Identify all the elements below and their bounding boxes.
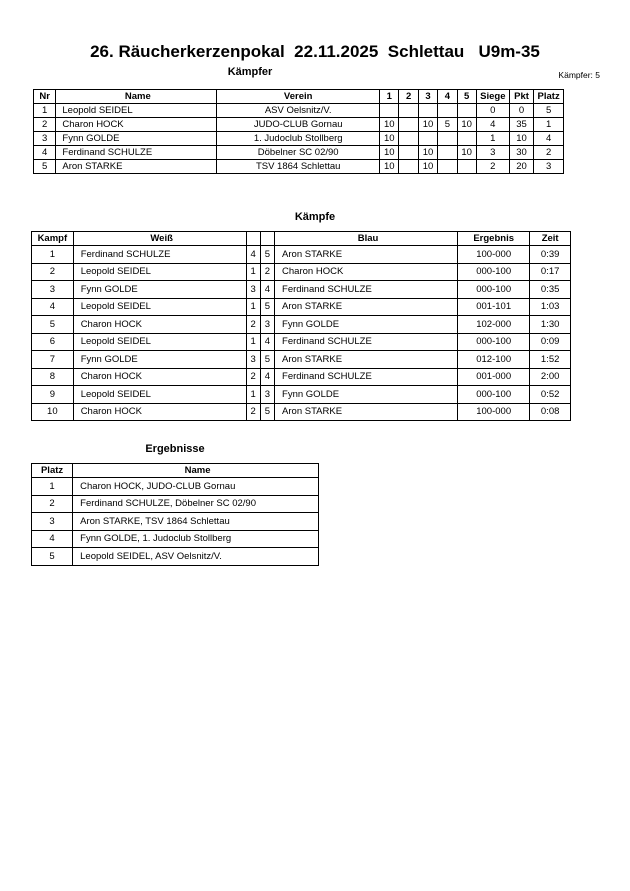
kaempfer-count: Kämpfer: 5	[558, 70, 600, 80]
cell-kampf: 3	[32, 281, 74, 299]
kaempfer-table	[33, 89, 564, 174]
column-header-zeit: Zeit	[530, 232, 571, 246]
cell-score-blau: 3	[260, 316, 274, 334]
cell-round-3: 10	[418, 160, 437, 174]
cell-siege: 0	[476, 104, 509, 118]
cell-round-4	[438, 146, 457, 160]
cell-kampf: 8	[32, 368, 74, 386]
cell-verein: Döbelner SC 02/90	[217, 146, 380, 160]
cell-name: Fynn GOLDE	[56, 132, 217, 146]
column-header-round-3: 3	[418, 90, 437, 104]
cell-zeit: 1:03	[530, 298, 571, 316]
column-header-nr: Nr	[34, 90, 56, 104]
column-header-score-weiss	[246, 232, 260, 246]
table-row	[32, 478, 319, 496]
column-header-round-4: 4	[438, 90, 457, 104]
cell-blau: Aron STARKE	[275, 246, 458, 264]
cell-score-weiss: 1	[246, 298, 260, 316]
column-header-platz: Platz	[32, 464, 73, 478]
column-header-kampf: Kampf	[32, 232, 74, 246]
table-row	[34, 118, 564, 132]
cell-name: Fynn GOLDE, 1. Judoclub Stollberg	[73, 530, 319, 548]
cell-round-2	[399, 118, 418, 132]
table-row	[32, 403, 571, 421]
cell-score-blau: 3	[260, 386, 274, 404]
table-row	[32, 246, 571, 264]
table-row	[32, 281, 571, 299]
cell-zeit: 0:08	[530, 403, 571, 421]
cell-weiss: Ferdinand SCHULZE	[73, 246, 246, 264]
table-row	[32, 495, 319, 513]
column-header-score-blau	[260, 232, 274, 246]
cell-kampf: 5	[32, 316, 74, 334]
cell-score-weiss: 1	[246, 333, 260, 351]
cell-ergebnis: 001-101	[458, 298, 530, 316]
cell-blau: Fynn GOLDE	[275, 386, 458, 404]
cell-nr: 5	[34, 160, 56, 174]
cell-round-2	[399, 146, 418, 160]
table-row	[32, 368, 571, 386]
cell-kampf: 10	[32, 403, 74, 421]
cell-kampf: 9	[32, 386, 74, 404]
cell-name: Leopold SEIDEL	[56, 104, 217, 118]
cell-weiss: Charon HOCK	[73, 403, 246, 421]
cell-nr: 3	[34, 132, 56, 146]
cell-verein: ASV Oelsnitz/V.	[217, 104, 380, 118]
cell-score-weiss: 2	[246, 368, 260, 386]
cell-round-4	[438, 104, 457, 118]
cell-score-weiss: 2	[246, 403, 260, 421]
cell-round-5	[457, 160, 476, 174]
cell-weiss: Charon HOCK	[73, 368, 246, 386]
cell-siege: 4	[476, 118, 509, 132]
cell-score-blau: 2	[260, 263, 274, 281]
table-row	[34, 104, 564, 118]
cell-blau: Ferdinand SCHULZE	[275, 281, 458, 299]
cell-score-weiss: 1	[246, 263, 260, 281]
cell-platz: 1	[32, 478, 73, 496]
cell-score-blau: 5	[260, 351, 274, 369]
cell-round-1: 10	[380, 160, 399, 174]
cell-platz: 1	[534, 118, 564, 132]
table-header-row	[34, 90, 564, 104]
cell-weiss: Leopold SEIDEL	[73, 298, 246, 316]
cell-nr: 4	[34, 146, 56, 160]
cell-weiss: Leopold SEIDEL	[73, 386, 246, 404]
table-header-row	[32, 232, 571, 246]
table-row	[32, 316, 571, 334]
cell-verein: JUDO-CLUB Gornau	[217, 118, 380, 132]
cell-blau: Charon HOCK	[275, 263, 458, 281]
cell-round-1: 10	[380, 146, 399, 160]
cell-round-1: 10	[380, 132, 399, 146]
cell-weiss: Fynn GOLDE	[73, 351, 246, 369]
table-row	[34, 160, 564, 174]
cell-verein: TSV 1864 Schlettau	[217, 160, 380, 174]
cell-blau: Aron STARKE	[275, 403, 458, 421]
cell-score-blau: 5	[260, 246, 274, 264]
cell-name: Leopold SEIDEL, ASV Oelsnitz/V.	[73, 548, 319, 566]
cell-weiss: Charon HOCK	[73, 316, 246, 334]
cell-kampf: 6	[32, 333, 74, 351]
cell-name: Ferdinand SCHULZE, Döbelner SC 02/90	[73, 495, 319, 513]
cell-round-4	[438, 132, 457, 146]
cell-round-2	[399, 104, 418, 118]
cell-round-5	[457, 104, 476, 118]
cell-name: Charon HOCK	[56, 118, 217, 132]
cell-score-blau: 4	[260, 333, 274, 351]
cell-weiss: Leopold SEIDEL	[73, 333, 246, 351]
cell-blau: Aron STARKE	[275, 298, 458, 316]
column-header-blau: Blau	[275, 232, 458, 246]
cell-zeit: 1:30	[530, 316, 571, 334]
column-header-name: Name	[56, 90, 217, 104]
page-title: 26. Räucherkerzenpokal 22.11.2025 Schlettau U9m-35	[90, 42, 540, 61]
cell-platz: 4	[534, 132, 564, 146]
cell-round-5: 10	[457, 118, 476, 132]
cell-pkt: 0	[509, 104, 533, 118]
table-row	[32, 548, 319, 566]
cell-weiss: Leopold SEIDEL	[73, 263, 246, 281]
cell-pkt: 20	[509, 160, 533, 174]
cell-round-1: 10	[380, 118, 399, 132]
cell-round-2	[399, 160, 418, 174]
table-row	[34, 132, 564, 146]
cell-ergebnis: 012-100	[458, 351, 530, 369]
cell-round-5: 10	[457, 146, 476, 160]
cell-round-4: 5	[438, 118, 457, 132]
cell-platz: 2	[534, 146, 564, 160]
cell-zeit: 1:52	[530, 351, 571, 369]
cell-kampf: 1	[32, 246, 74, 264]
cell-platz: 5	[32, 548, 73, 566]
cell-ergebnis: 100-000	[458, 246, 530, 264]
section-label-kaempfer: Kämpfer	[227, 66, 273, 78]
cell-zeit: 0:39	[530, 246, 571, 264]
cell-blau: Ferdinand SCHULZE	[275, 333, 458, 351]
cell-score-blau: 4	[260, 281, 274, 299]
cell-zeit: 0:09	[530, 333, 571, 351]
section-label-ergebnisse: Ergebnisse	[145, 443, 205, 455]
table-row	[34, 146, 564, 160]
cell-name: Charon HOCK, JUDO-CLUB Gornau	[73, 478, 319, 496]
column-header-siege: Siege	[476, 90, 509, 104]
cell-round-3: 10	[418, 146, 437, 160]
cell-ergebnis: 000-100	[458, 386, 530, 404]
cell-zeit: 0:52	[530, 386, 571, 404]
cell-score-weiss: 2	[246, 316, 260, 334]
cell-nr: 2	[34, 118, 56, 132]
table-row	[32, 333, 571, 351]
column-header-name: Name	[73, 464, 319, 478]
column-header-round-5: 5	[457, 90, 476, 104]
table-row	[32, 386, 571, 404]
cell-score-blau: 4	[260, 368, 274, 386]
ergebnisse-table	[31, 463, 319, 566]
table-row	[32, 530, 319, 548]
column-header-weiss: Weiß	[73, 232, 246, 246]
cell-score-weiss: 4	[246, 246, 260, 264]
cell-platz: 2	[32, 495, 73, 513]
cell-kampf: 2	[32, 263, 74, 281]
cell-blau: Ferdinand SCHULZE	[275, 368, 458, 386]
table-row	[32, 351, 571, 369]
cell-round-3	[418, 104, 437, 118]
table-header-row	[32, 464, 319, 478]
column-header-round-2: 2	[399, 90, 418, 104]
cell-round-3: 10	[418, 118, 437, 132]
cell-kampf: 7	[32, 351, 74, 369]
cell-weiss: Fynn GOLDE	[73, 281, 246, 299]
column-header-pkt: Pkt	[509, 90, 533, 104]
cell-pkt: 10	[509, 132, 533, 146]
cell-name: Ferdinand SCHULZE	[56, 146, 217, 160]
cell-platz: 3	[32, 513, 73, 531]
column-header-verein: Verein	[217, 90, 380, 104]
table-row	[32, 263, 571, 281]
cell-name: Aron STARKE, TSV 1864 Schlettau	[73, 513, 319, 531]
cell-pkt: 35	[509, 118, 533, 132]
cell-siege: 3	[476, 146, 509, 160]
cell-ergebnis: 100-000	[458, 403, 530, 421]
cell-siege: 2	[476, 160, 509, 174]
cell-score-weiss: 3	[246, 351, 260, 369]
cell-round-1	[380, 104, 399, 118]
cell-score-blau: 5	[260, 298, 274, 316]
cell-kampf: 4	[32, 298, 74, 316]
cell-zeit: 0:17	[530, 263, 571, 281]
kaempfe-table	[31, 231, 571, 421]
cell-ergebnis: 102-000	[458, 316, 530, 334]
cell-platz: 4	[32, 530, 73, 548]
table-row	[32, 298, 571, 316]
cell-blau: Fynn GOLDE	[275, 316, 458, 334]
cell-zeit: 2:00	[530, 368, 571, 386]
cell-ergebnis: 000-100	[458, 333, 530, 351]
cell-ergebnis: 000-100	[458, 263, 530, 281]
cell-round-2	[399, 132, 418, 146]
cell-round-5	[457, 132, 476, 146]
cell-pkt: 30	[509, 146, 533, 160]
cell-round-4	[438, 160, 457, 174]
cell-name: Aron STARKE	[56, 160, 217, 174]
cell-platz: 3	[534, 160, 564, 174]
cell-siege: 1	[476, 132, 509, 146]
cell-round-3	[418, 132, 437, 146]
cell-nr: 1	[34, 104, 56, 118]
cell-score-blau: 5	[260, 403, 274, 421]
column-header-platz: Platz	[534, 90, 564, 104]
cell-verein: 1. Judoclub Stollberg	[217, 132, 380, 146]
cell-ergebnis: 000-100	[458, 281, 530, 299]
cell-platz: 5	[534, 104, 564, 118]
section-label-kaempfe: Kämpfe	[294, 211, 336, 223]
cell-blau: Aron STARKE	[275, 351, 458, 369]
cell-score-weiss: 3	[246, 281, 260, 299]
cell-score-weiss: 1	[246, 386, 260, 404]
cell-ergebnis: 001-000	[458, 368, 530, 386]
column-header-round-1: 1	[380, 90, 399, 104]
table-row	[32, 513, 319, 531]
cell-zeit: 0:35	[530, 281, 571, 299]
column-header-ergebnis: Ergebnis	[458, 232, 530, 246]
